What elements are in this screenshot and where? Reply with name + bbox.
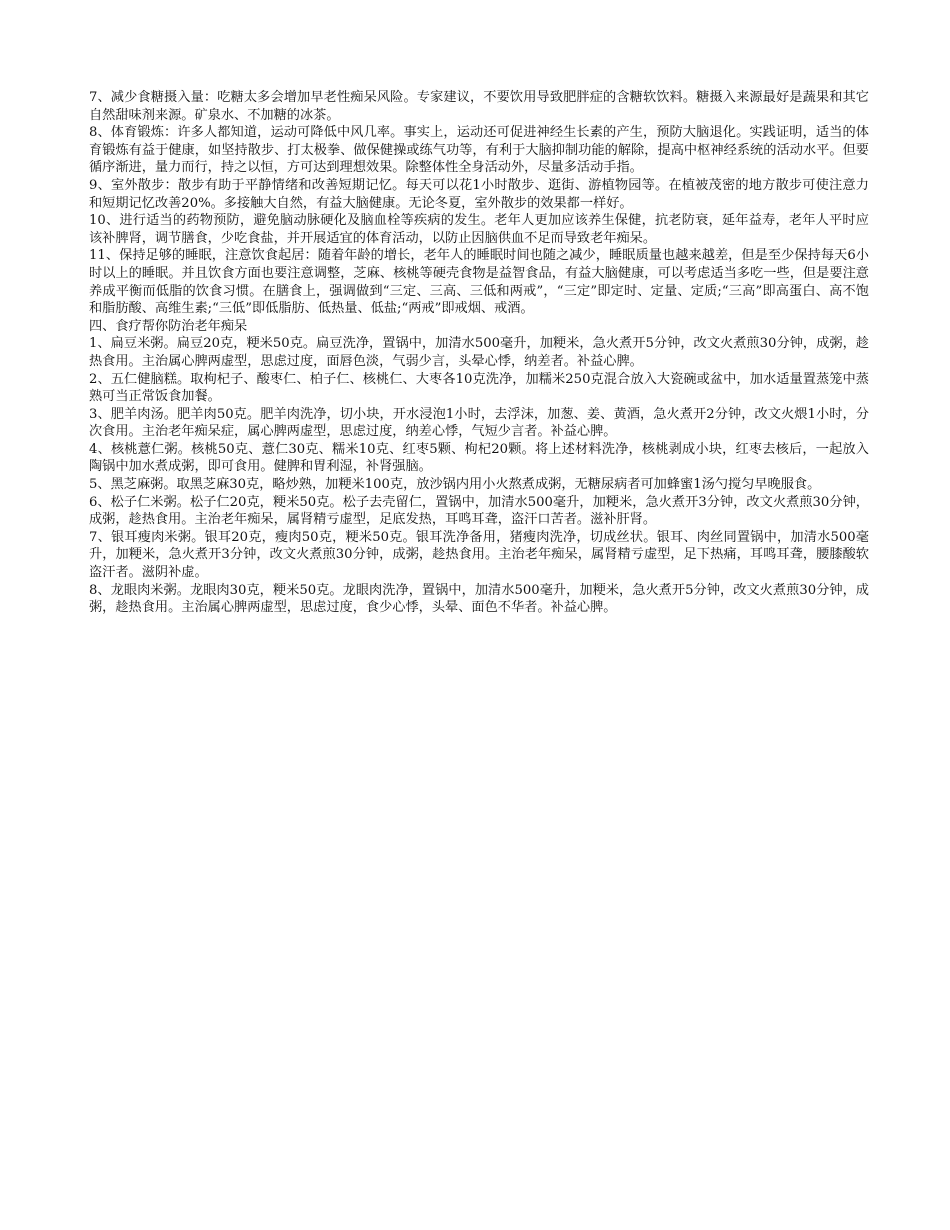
paragraph-tip-11-sleep-diet: 11、保持足够的睡眠，注意饮食起居：随着年龄的增长，老年人的睡眠时间也随之减少，睡眠质量也越来越差，但是至少保持每天6小时以上的睡眠。并且饮食方面也要注意调整，芝麻、核桃等硬壳食物是益智食品，有益大脑健康，可以考虑适当多吃一些，但是要注意养成平衡而低脂的饮食习惯。在膳食上，强调做到“三定、三高、三低和两戒”，“三定”即定时、定量、定质;“三高”即高蛋白、高不饱和脂肪酸、高维生素;“三低”即低脂肪、低热量、低盐;“两戒”即戒烟、戒酒。 xyxy=(89,248,869,317)
paragraph-recipe-4: 4、核桃薏仁粥。核桃50克、薏仁30克、糯米10克、红枣5颗、枸杞20颗。将上述材料洗净，核桃剥成小块，红枣去核后，一起放入陶锅中加水煮成粥，即可食用。健脾和胃利湿，补肾强脑。 xyxy=(89,441,869,475)
paragraph-tip-10-prevention: 10、进行适当的药物预防，避免脑动脉硬化及脑血栓等疾病的发生。老年人更加应该养生保健，抗老防衰，延年益寿，老年人平时应该补脾肾，调节膳食，少吃食盐，并开展适宜的体育活动，以防止因脑供血不足而导致老年痴呆。 xyxy=(89,213,869,246)
paragraph-recipe-6: 6、松子仁米粥。松子仁20克，粳米50克。松子去壳留仁，置锅中，加清水500毫升，加粳米，急火煮开3分钟，改文火煮煎30分钟，成粥，趁热食用。主治老年痴呆，属肾精亏虚型，足底发热，耳鸣耳聋，盗汗口苦者。滋补肝肾。 xyxy=(89,494,869,528)
section-heading-diet-therapy: 四、食疗帮你防治老年痴呆 xyxy=(89,318,248,334)
paragraph-tip-7-sugar: 7、减少食糖摄入量：吃糖太多会增加早老性痴呆风险。专家建议，不要饮用导致肥胖症的含糖软饮料。糖摄入来源最好是蔬果和其它自然甜味剂来源。矿泉水、不加糖的冰茶。 xyxy=(89,90,869,123)
paragraph-recipe-3: 3、肥羊肉汤。肥羊肉50克。肥羊肉洗净，切小块，开水浸泡1小时，去浮沫，加葱、姜、黄酒，急火煮开2分钟，改文火煨1小时，分次食用。主治老年痴呆症，属心脾两虚型，思虑过度，纳差心悸，气短少言者。补益心脾。 xyxy=(89,406,869,440)
paragraph-recipe-7: 7、银耳瘦肉米粥。银耳20克，瘦肉50克，粳米50克。银耳洗净备用，猪瘦肉洗净，切成丝状。银耳、肉丝同置锅中，加清水500毫升，加粳米，急火煮开3分钟，改文火煮煎30分钟，成粥，趁热食用。主治老年痴呆，属肾精亏虚型，足下热痛，耳鸣耳聋，腰膝酸软盗汗者。滋阴补虚。 xyxy=(89,529,869,581)
paragraph-recipe-1: 1、扁豆米粥。扁豆20克，粳米50克。扁豆洗净，置锅中，加清水500毫升，加粳米，急火煮开5分钟，改文火煮煎30分钟，成粥，趁热食用。主治属心脾两虚型，思虑过度，面唇色淡，气弱少言，头晕心悸，纳差者。补益心脾。 xyxy=(89,336,869,369)
paragraph-recipe-2: 2、五仁健脑糕。取枸杞子、酸枣仁、柏子仁、核桃仁、大枣各10克洗净，加糯米250克混合放入大瓷碗或盆中，加水适量置蒸笼中蒸熟可当正常饭食加餐。 xyxy=(89,371,869,405)
paragraph-tip-9-walking: 9、室外散步：散步有助于平静情绪和改善短期记忆。每天可以花1小时散步、逛街、游植物园等。在植被茂密的地方散步可使注意力和短期记忆改善20%。多接触大自然，有益大脑健康。无论冬夏，室外散步的效果都一样好。 xyxy=(89,177,869,211)
paragraph-recipe-5: 5、黑芝麻粥。取黑芝麻30克，略炒熟，加粳米100克，放沙锅内用小火熬煮成粥，无糖尿病者可加蜂蜜1汤勺搅匀早晚服食。 xyxy=(89,477,821,493)
document-body xyxy=(89,89,869,617)
paragraph-tip-8-exercise: 8、体育锻炼：许多人都知道，运动可降低中风几率。事实上，运动还可促进神经生长素的产生，预防大脑退化。实践证明，适当的体育锻炼有益于健康，如坚持散步、打太极拳、做保健操或练气功等，有利于大脑抑制功能的解除，提高中枢神经系统的活动水平。但要循序渐进，量力而行，持之以恒，方可达到理想效果。除整体性全身活动外，尽量多活动手指。 xyxy=(89,125,869,176)
paragraph-recipe-8: 8、龙眼肉米粥。龙眼肉30克，粳米50克。龙眼肉洗净，置锅中，加清水500毫升，加粳米，急火煮开5分钟，改文火煮煎30分钟，成粥，趁热食用。主治属心脾两虚型，思虑过度，食少心悸，头晕、面色不华者。补益心脾。 xyxy=(89,582,869,616)
